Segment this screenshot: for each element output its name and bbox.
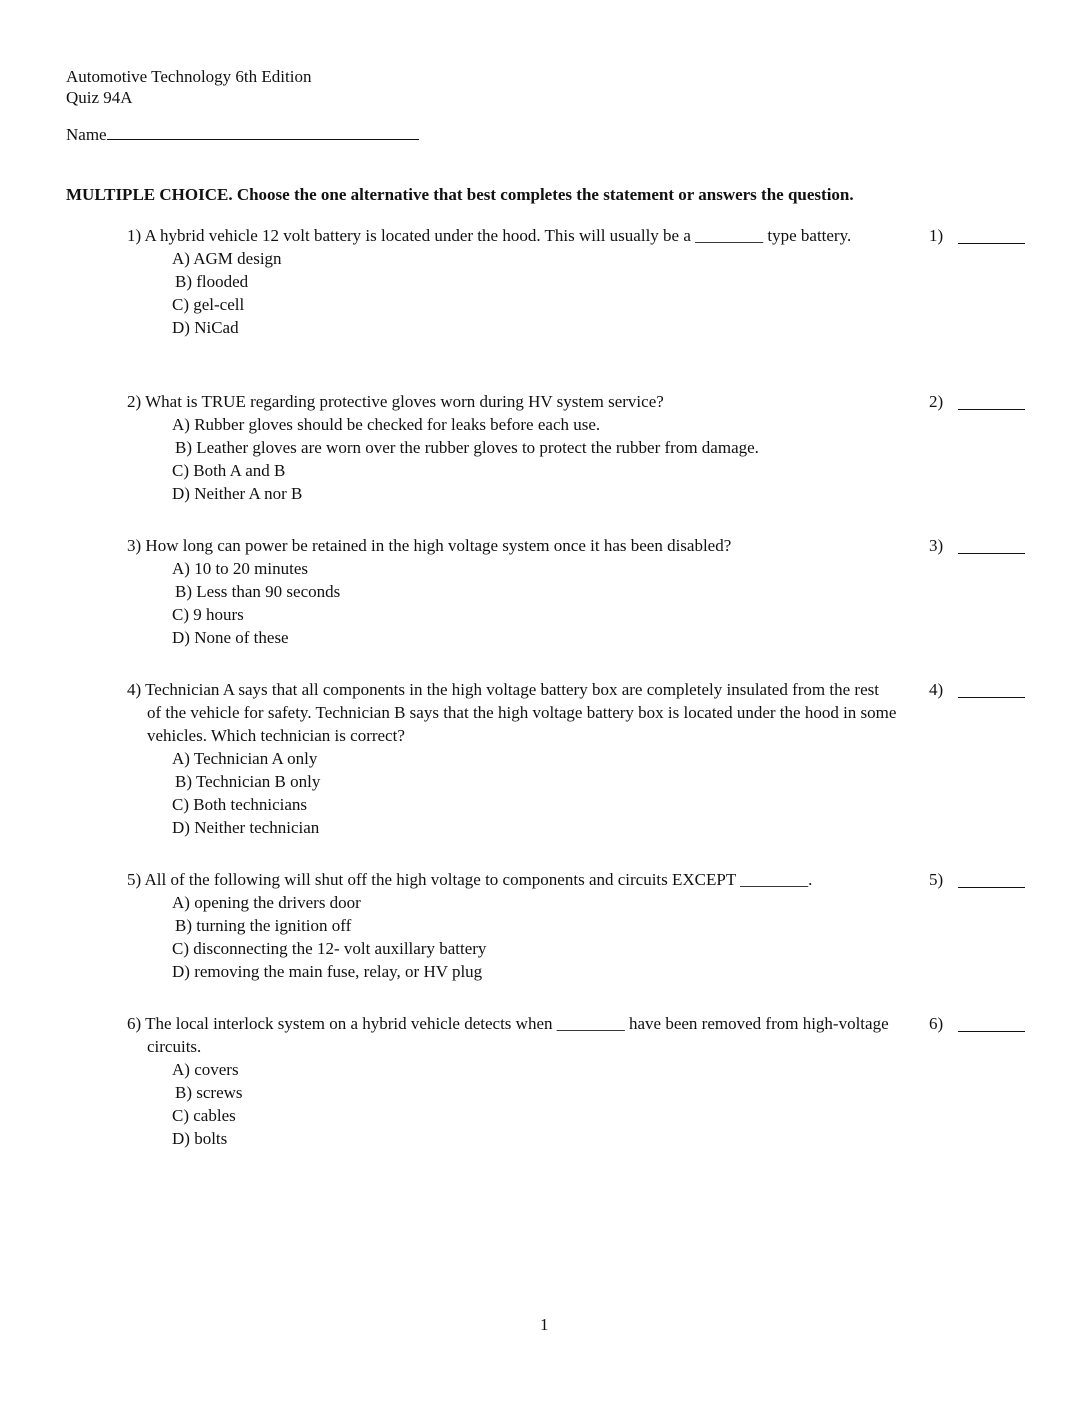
question-1 [127, 224, 897, 339]
answer-number: 4) [929, 680, 944, 699]
answer-option[interactable]: B) turning the ignition off [175, 916, 352, 935]
answer-option[interactable]: B) flooded [175, 272, 249, 291]
answer-option[interactable]: B) screws [175, 1083, 243, 1102]
quiz-title: Quiz 94A [66, 88, 133, 107]
question-4 [127, 678, 897, 839]
answer-option[interactable]: C) disconnecting the 12- volt auxillary battery [172, 939, 487, 958]
answer-option[interactable]: A) opening the drivers door [172, 893, 361, 912]
answer-number: 2) [929, 392, 944, 411]
name-label: Name [66, 125, 107, 144]
question-stem: 1) A hybrid vehicle 12 volt battery is located under the hood. This will usually be a ________ type battery. [127, 226, 852, 245]
question-2 [127, 390, 897, 505]
name-blank[interactable] [107, 125, 419, 140]
answer-option[interactable]: D) Neither technician [172, 818, 320, 837]
answer-number: 6) [929, 1014, 944, 1033]
answer-option[interactable]: C) 9 hours [172, 605, 244, 624]
answer-option[interactable]: C) gel-cell [172, 295, 245, 314]
answer-option[interactable]: B) Less than 90 seconds [175, 582, 341, 601]
course-title: Automotive Technology 6th Edition [66, 67, 312, 86]
answer-option[interactable]: A) covers [172, 1060, 239, 1079]
question-stem: 4) Technician A says that all components in the high voltage battery box are completely insulated from the rest of the vehicle for safety. Technician B says that the high voltage battery box is located under the hood in some vehicles. Which technician is correct? [127, 680, 897, 745]
answer-option[interactable]: B) Leather gloves are worn over the rubber gloves to protect the rubber from damage. [175, 438, 759, 457]
question-stem: 3) How long can power be retained in the high voltage system once it has been disabled? [127, 536, 732, 555]
answer-option[interactable]: A) 10 to 20 minutes [172, 559, 308, 578]
answer-option[interactable]: D) bolts [172, 1129, 228, 1148]
answer-blank[interactable] [958, 409, 1025, 410]
answer-option[interactable]: C) cables [172, 1106, 236, 1125]
answer-option[interactable]: D) removing the main fuse, relay, or HV plug [172, 962, 483, 981]
instructions: MULTIPLE CHOICE. Choose the one alternative that best completes the statement or answers the question. [66, 185, 854, 204]
question-stem: 6) The local interlock system on a hybrid vehicle detects when ________ have been removed from high-voltage circuits. [127, 1014, 889, 1056]
page-number: 1 [540, 1315, 549, 1334]
answer-option[interactable]: D) Neither A nor B [172, 484, 303, 503]
answer-option[interactable]: C) Both technicians [172, 795, 308, 814]
answer-option[interactable]: A) AGM design [172, 249, 282, 268]
answer-option[interactable]: B) Technician B only [175, 772, 321, 791]
question-stem: 5) All of the following will shut off the high voltage to components and circuits EXCEPT ________. [127, 870, 813, 889]
answer-option[interactable]: D) NiCad [172, 318, 239, 337]
answer-blank[interactable] [958, 243, 1025, 244]
answer-option[interactable]: D) None of these [172, 628, 289, 647]
answer-blank[interactable] [958, 697, 1025, 698]
answer-number: 1) [929, 226, 944, 245]
question-3 [127, 534, 897, 649]
answer-option[interactable]: A) Rubber gloves should be checked for leaks before each use. [172, 415, 601, 434]
question-5 [127, 868, 897, 983]
answer-number: 3) [929, 536, 944, 555]
question-6 [127, 1012, 897, 1150]
answer-blank[interactable] [958, 1031, 1025, 1032]
question-stem: 2) What is TRUE regarding protective gloves worn during HV system service? [127, 392, 664, 411]
answer-option[interactable]: A) Technician A only [172, 749, 318, 768]
answer-number: 5) [929, 870, 944, 889]
answer-option[interactable]: C) Both A and B [172, 461, 286, 480]
answer-blank[interactable] [958, 887, 1025, 888]
name-field[interactable] [66, 124, 419, 145]
answer-blank[interactable] [958, 553, 1025, 554]
